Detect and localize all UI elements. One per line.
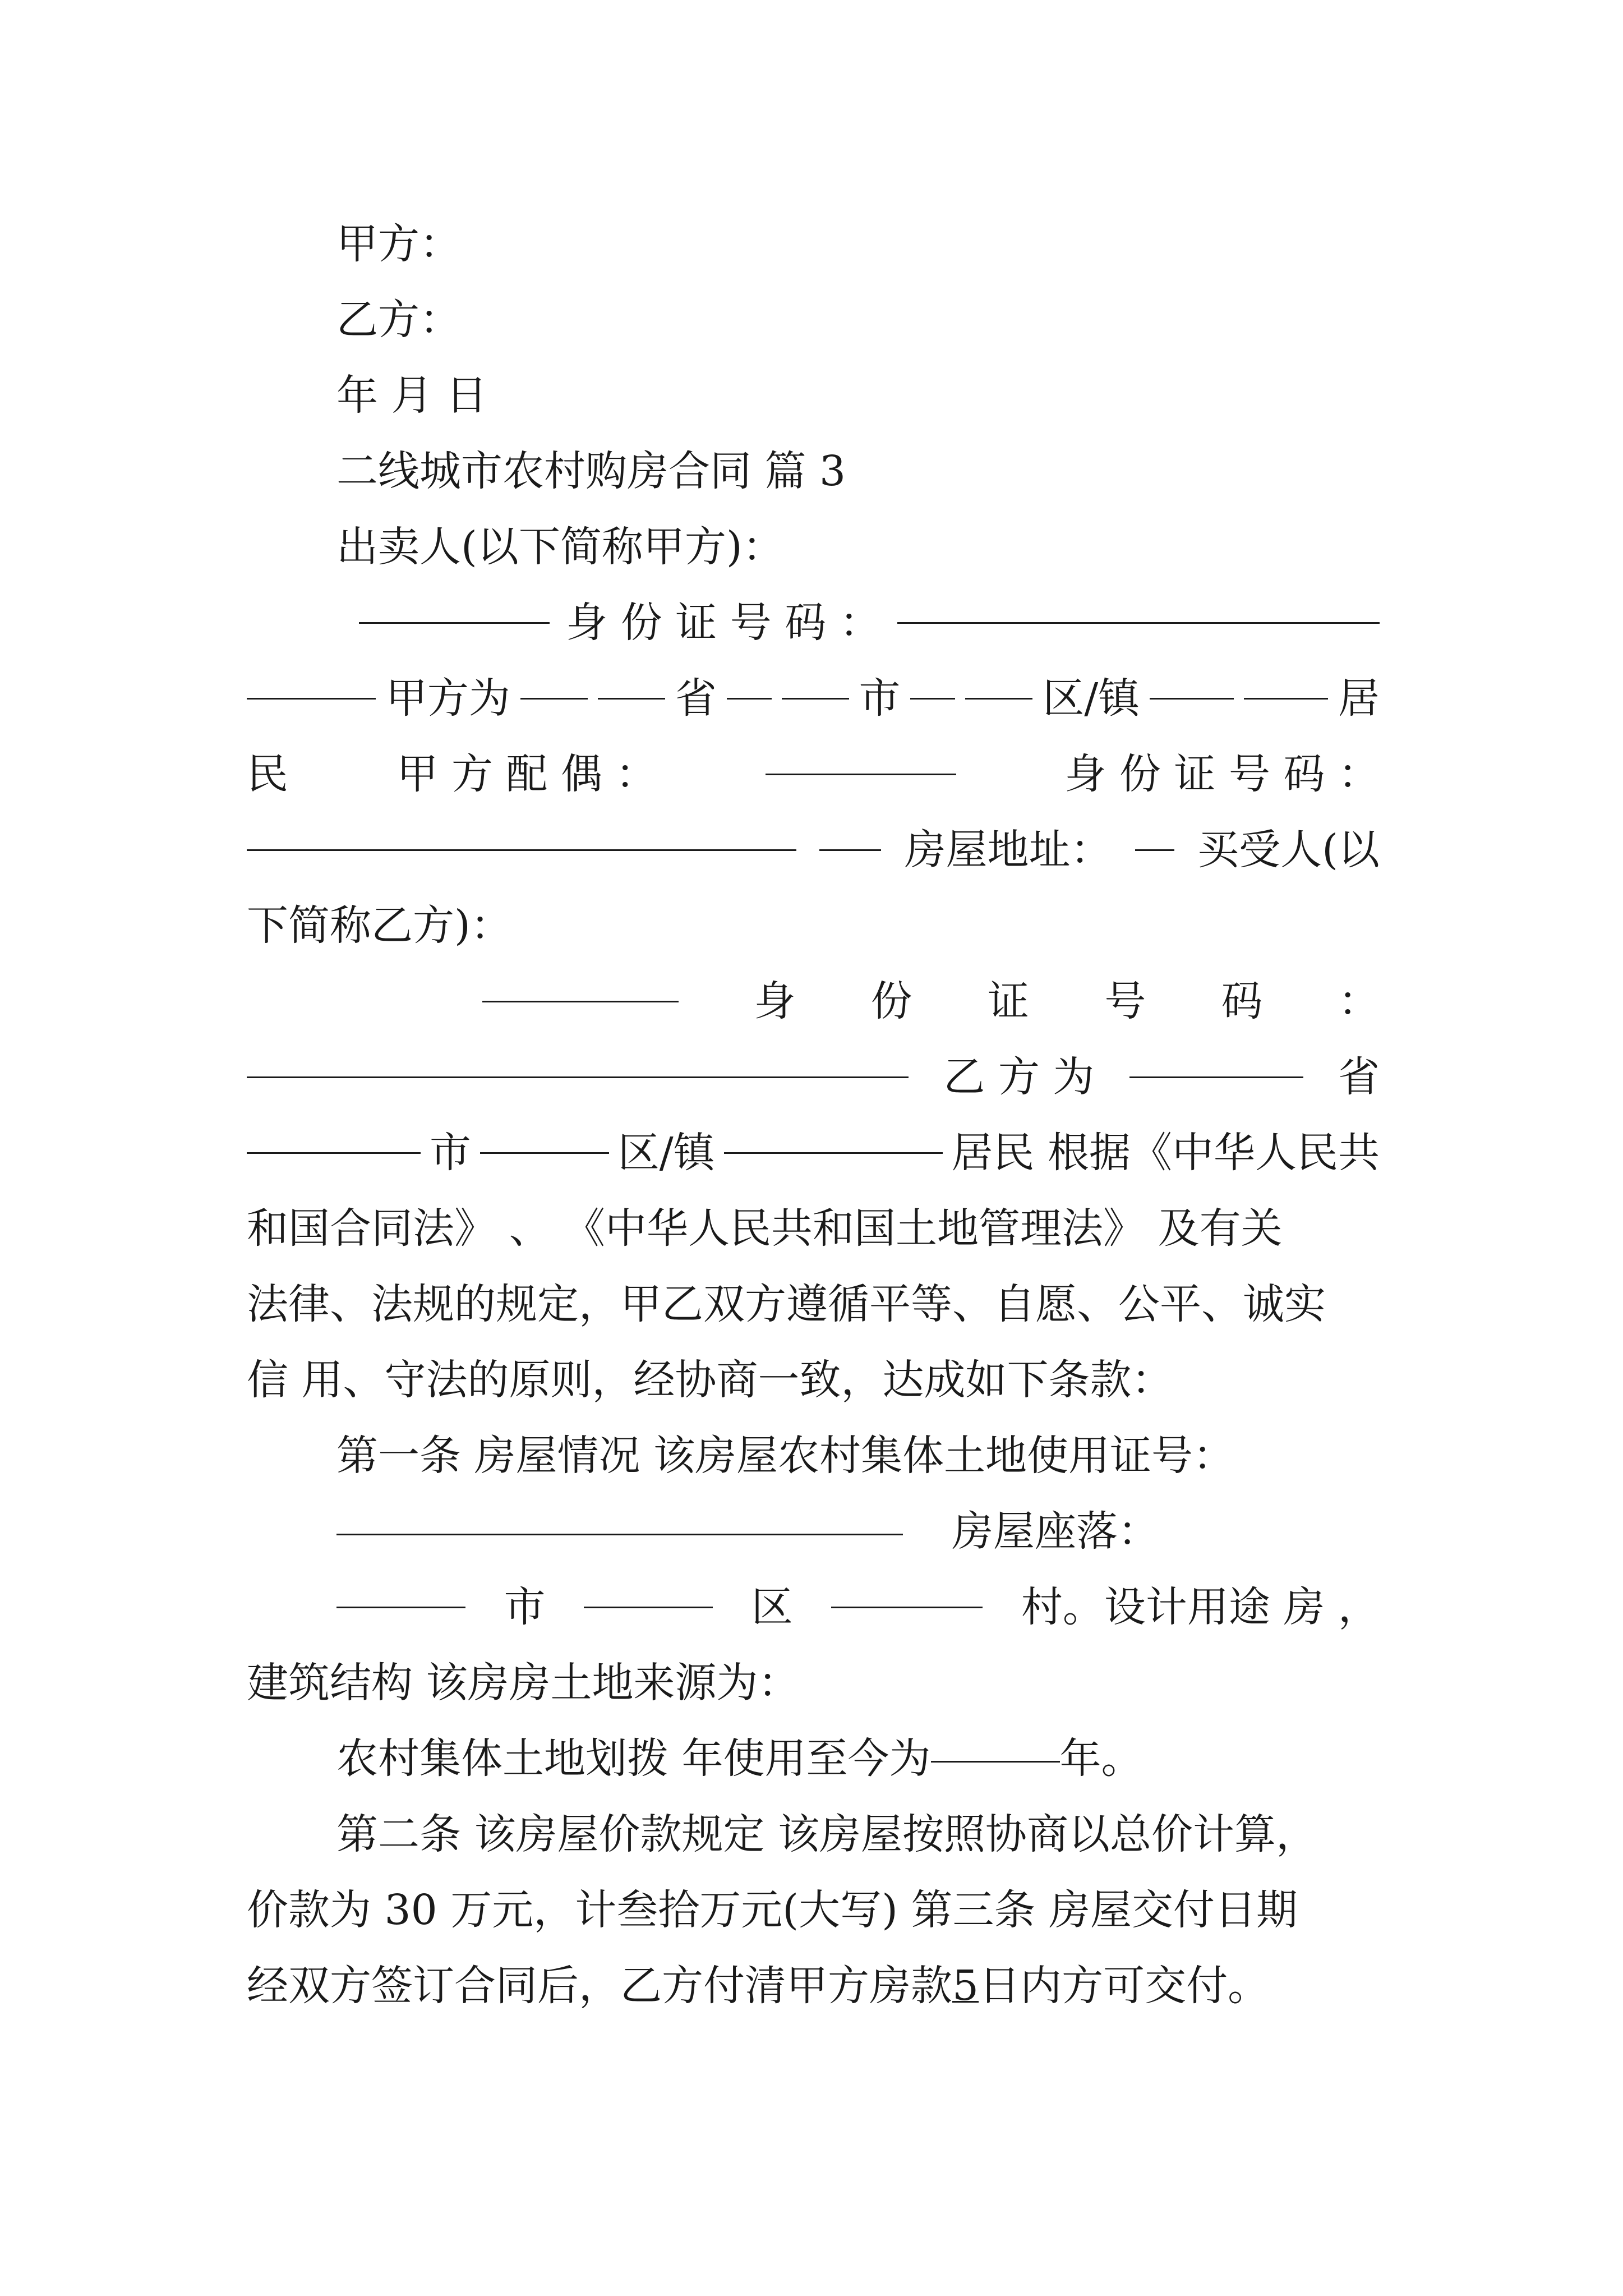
seller-address-line — [247, 668, 1380, 729]
body-line — [247, 1652, 1380, 1714]
seller-id-line — [359, 592, 1380, 654]
text: 出卖人(以下简称甲方)： — [336, 523, 784, 571]
text: 区/镇 — [617, 1129, 715, 1177]
text: 甲 方 配 偶 ： — [396, 750, 657, 798]
blank-line — [480, 1152, 609, 1154]
text: ： — [1338, 977, 1380, 1025]
article-1-line — [336, 1425, 1380, 1487]
buyer-city-line — [247, 1122, 1380, 1184]
text: 第二条 该房屋价款规定 该房屋按照协商以总价计算， — [336, 1810, 1318, 1858]
blank-line — [584, 1607, 713, 1608]
text: 省 — [675, 674, 717, 723]
blank-line — [247, 1076, 909, 1078]
spouse-line — [247, 743, 1380, 805]
blank-line — [965, 698, 1032, 700]
text: 身 份 证 号 码 ： — [566, 599, 881, 647]
text: 日内方可交付。 — [979, 1962, 1270, 2010]
text: 下简称乙方)： — [247, 901, 512, 950]
text: 民 — [247, 750, 288, 798]
text: 市 — [429, 1129, 471, 1177]
blank-line — [1244, 698, 1328, 700]
house-address-line — [247, 819, 1380, 881]
text: 村。设计用途 房 ， — [1021, 1583, 1380, 1631]
blank-line — [727, 698, 772, 700]
blank-line — [247, 698, 376, 700]
text: 号 — [1104, 977, 1146, 1025]
blank-line — [782, 698, 849, 700]
buyer-id-line — [482, 970, 1380, 1032]
text: 信 用、守法的原则，经协商一致，达成如下条款： — [247, 1356, 1173, 1404]
text: 市 — [859, 674, 901, 723]
text: 价款为 30 万元，计叁拾万元(大写) 第三条 房屋交付日期 — [247, 1886, 1298, 1934]
text: 乙 方 为 — [943, 1053, 1095, 1101]
blank-line — [1135, 849, 1174, 851]
text: 身 份 证 号 码 ： — [1064, 750, 1380, 798]
blank-line — [336, 1607, 465, 1608]
blank-line — [897, 622, 1380, 624]
text: 建筑结构 该房房土地来源为： — [247, 1659, 800, 1707]
article-2-line — [336, 1803, 1380, 1865]
party-a-label — [336, 213, 1380, 275]
text: 码 — [1221, 977, 1263, 1025]
text: 和国合同法》 、 《中华人民共和国土地管理法》 及有关 — [247, 1204, 1283, 1253]
delivery-line — [247, 1955, 1380, 2017]
body-line — [247, 1198, 1380, 1259]
text: 房屋地址： — [904, 826, 1112, 874]
house-village-line — [336, 1576, 1380, 1638]
blank-line — [598, 698, 665, 700]
text: 年。 — [1059, 1734, 1143, 1783]
blank-line — [482, 1001, 679, 1002]
text: 农村集体土地划拨 年使用至今为 — [336, 1734, 931, 1783]
text: 年 月 日 — [336, 371, 488, 420]
house-location-line — [336, 1501, 1380, 1562]
text: 5 — [952, 1962, 979, 2010]
text: 买受人(以 — [1197, 826, 1380, 874]
blank-line — [336, 1534, 903, 1535]
body-line — [247, 1879, 1380, 1941]
blank-line — [831, 1607, 983, 1608]
blank-line — [910, 698, 955, 700]
text: 居 — [1338, 674, 1380, 723]
blank-line — [931, 1761, 1060, 1763]
blank-line — [819, 849, 881, 851]
section-title — [336, 440, 1380, 502]
text: 证 — [987, 977, 1029, 1025]
text: 省 — [1338, 1053, 1380, 1101]
text: 第一条 房屋情况 该房屋农村集体土地使用证号： — [336, 1432, 1235, 1480]
text: 乙方： — [336, 296, 461, 344]
buyer-label — [247, 895, 1380, 956]
land-source-line — [336, 1728, 1380, 1789]
text: 区 — [751, 1583, 793, 1631]
text: 居民 根据《中华人民共 — [951, 1129, 1380, 1177]
blank-line — [247, 1152, 421, 1154]
body-line — [247, 1349, 1380, 1411]
text: 身 — [754, 977, 796, 1025]
text: 份 — [870, 977, 912, 1025]
text: 区/镇 — [1043, 674, 1140, 723]
blank-line — [247, 849, 796, 851]
text: 甲方： — [336, 220, 461, 268]
date-line — [336, 365, 1380, 426]
blank-line — [1129, 1076, 1303, 1078]
seller-label — [336, 516, 1380, 578]
blank-line — [359, 622, 550, 624]
blank-line — [1150, 698, 1234, 700]
blank-line — [724, 1152, 943, 1154]
text: 甲方为 — [385, 674, 510, 723]
blank-line — [520, 698, 588, 700]
buyer-residence-line — [247, 1046, 1380, 1108]
party-b-label — [336, 289, 1380, 351]
text: 二线城市农村购房合同 篇 3 — [336, 447, 846, 495]
blank-line — [766, 774, 956, 775]
text: 市 — [504, 1583, 546, 1631]
body-line — [247, 1273, 1380, 1335]
text: 法律、法规的规定，甲乙双方遵循平等、自愿、公平、诚实 — [247, 1280, 1326, 1328]
text: 房屋座落： — [952, 1507, 1160, 1556]
text: 经双方签订合同后，乙方付清甲方房款 — [247, 1962, 952, 2010]
